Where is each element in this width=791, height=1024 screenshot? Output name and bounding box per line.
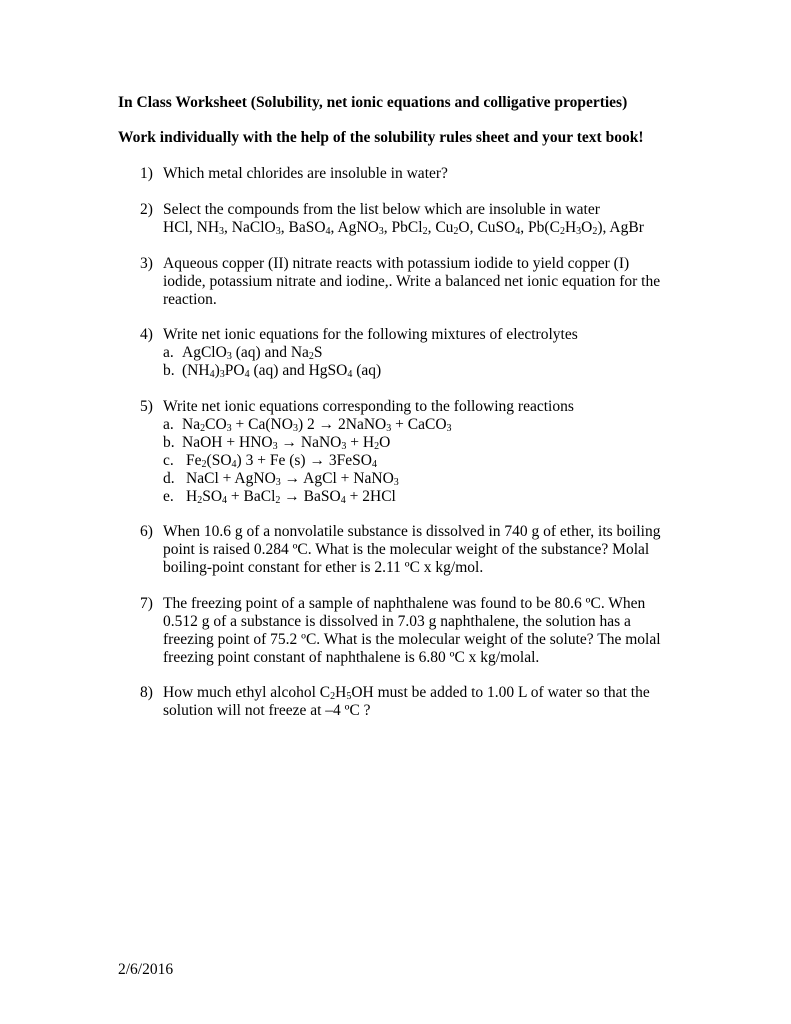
question-5-item: NaCl + AgNO$_3$ → AgCl + NaNO$_3$ — [186, 470, 399, 488]
question-6-line: boiling-point constant for ether is 2.11 ºC x kg/mol. — [163, 559, 484, 576]
item-letter: b. — [163, 434, 175, 451]
item-letter: c. — [163, 452, 174, 469]
question-7-line: freezing point of 75.2 ºC. What is the molecular weight of the solute? The molal — [163, 631, 661, 648]
question-5-item: $H_2SO_4$ + BaCl$_2$ → BaSO$_4$ + 2HCl — [186, 488, 396, 506]
question-number: 2) — [140, 201, 153, 218]
question-1-text: Which metal chlorides are insoluble in water? — [163, 165, 448, 182]
question-6-line: When 10.6 g of a nonvolatile substance is dissolved in 740 g of ether, its boiling — [163, 523, 661, 540]
question-7-line: 0.512 g of a substance is dissolved in 7.03 g naphthalene, the solution has a — [163, 613, 631, 630]
question-5-item: NaOH + $HNO_3$ → NaNO$_3$ + $H_2O$ — [182, 434, 391, 452]
footer-date: 2/6/2016 — [118, 961, 174, 978]
page-title: In Class Worksheet (Solubility, net ionic equations and colligative properties) — [118, 94, 628, 111]
instructions: Work individually with the help of the solubility rules sheet and your text book! — [118, 129, 644, 146]
question-6-line: point is raised 0.284 ºC. What is the molecular weight of the substance? Molal — [163, 541, 650, 558]
item-letter: a. — [163, 344, 174, 361]
question-3-line: reaction. — [163, 291, 217, 308]
question-5-text: Write net ionic equations corresponding to the following reactions — [163, 398, 574, 415]
question-number: 3) — [140, 255, 153, 272]
item-letter: a. — [163, 416, 174, 433]
question-4-item: $(NH_4)_3PO_4$ (aq) and HgSO$_4$ (aq) — [182, 362, 382, 380]
question-7-line: The freezing point of a sample of naphthalene was found to be 80.6 ºC. When — [163, 595, 646, 612]
question-8-line: How much ethyl alcohol $C_2H_5OH$ must be added to 1.00 L of water so that the — [163, 684, 650, 702]
question-number: 6) — [140, 523, 153, 540]
question-number: 5) — [140, 398, 153, 415]
question-7-line: freezing point constant of naphthalene is 6.80 ºC x kg/molal. — [163, 649, 540, 666]
item-letter: e. — [163, 488, 174, 505]
question-3-line: Aqueous copper (II) nitrate reacts with potassium iodide to yield copper (I) — [163, 255, 630, 272]
question-4-item: AgClO$_3$ (aq) and $Na_2S$ — [182, 344, 323, 362]
question-number: 4) — [140, 326, 153, 343]
question-number: 1) — [140, 165, 153, 182]
question-5-item: $Na_2CO_3 + Ca(NO_3) 2$ → 2NaNO$_3$ + CaCO$_3$ — [182, 416, 452, 434]
item-letter: d. — [163, 470, 175, 487]
question-4-text: Write net ionic equations for the following mixtures of electrolytes — [163, 326, 578, 343]
question-2-compounds: HCl, $NH_3$, NaClO$_3$, BaSO$_4$, AgNO$_3$, PbCl$_2$, $Cu_2O$, CuSO$_4$, $Pb(C_2H_3O_2)$, AgBr — [163, 219, 644, 237]
question-number: 7) — [140, 595, 153, 612]
question-8-line: solution will not freeze at –4 ºC ? — [163, 702, 371, 719]
question-number: 8) — [140, 684, 153, 701]
question-3-line: iodide, potassium nitrate and iodine,. Write a balanced net ionic equation for the — [163, 273, 661, 290]
item-letter: b. — [163, 362, 175, 379]
question-5-item: $Fe_2(SO_4) 3 + Fe$ (s) → 3FeSO$_4$ — [186, 452, 377, 470]
question-2-text: Select the compounds from the list below which are insoluble in water — [163, 201, 600, 218]
